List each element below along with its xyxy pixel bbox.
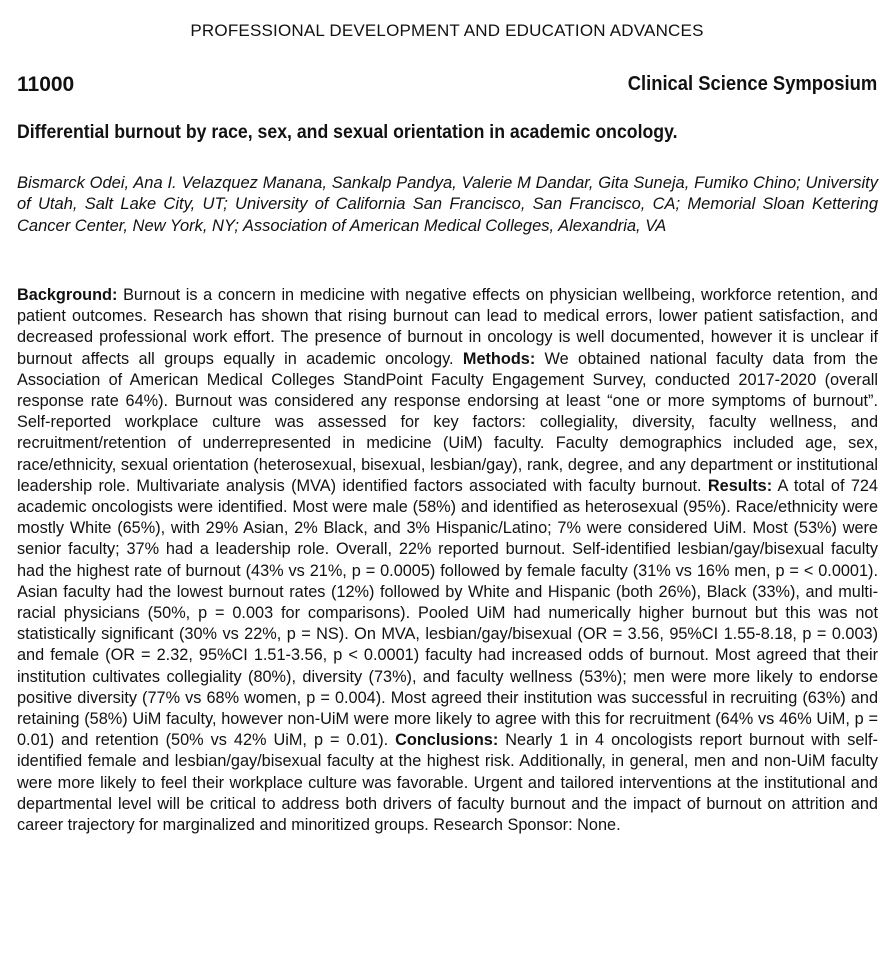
conclusions-text: Nearly 1 in 4 oncologists report burnout with self-identified female and lesbian/gay/bisexual faculty at the highest risk. Additionally, in general, men and non-UiM faculty were more likely to feel their workplace culture was favorable. Urgent and tailored interventions at the institutional and departmental level will be critical to address both drivers of faculty burnout and the impact of burnout on attrition and career trajectory for marginalized and minoritized groups. Research Sponsor: None.	[17, 731, 878, 835]
abstract-title: Differential burnout by race, sex, and sexual orientation in academic oncology.	[17, 122, 678, 143]
conclusions-label: Conclusions:	[395, 731, 499, 750]
methods-text: We obtained national faculty data from the Association of American Medical Colleges StandPoint Faculty Engagement Survey, conducted 2017-2020 (overall response rate 64%). Burnout was considered any response endorsing at least “one or more symptoms of burnout”. Self-reported workplace culture was assessed for key factors: collegiality, diversity, faculty wellness, and recruitment/retention of underrepresented in medicine (UiM) faculty. Faculty demographics included age, sex, race/ethnicity, sexual orientation (heterosexual, bisexual, lesbian/gay), rank, degree, and any department or institutional leadership role. Multivariate analysis (MVA) identified factors associated with faculty burnout.	[17, 349, 878, 495]
abstract-body	[17, 285, 878, 836]
methods-label: Methods:	[462, 349, 536, 368]
abstract-number: 11000	[17, 73, 75, 96]
results-text: A total of 724 academic oncologists were identified. Most were male (58%) and identified as heterosexual (95%). Race/ethnicity were mostly White (65%), with 29% Asian, 2% Black, and 3% Hispanic/Latino; 7% were considered UiM. Most (53%) were senior faculty; 37% had a leadership role. Overall, 22% reported burnout. Self-identified lesbian/gay/bisexual faculty had the highest rate of burnout (43% vs 21%, p = 0.0005) followed by female faculty (31% vs 16% men, p = < 0.0001). Asian faculty had the lowest burnout rates (12%) followed by White and Hispanic (both 26%), Black (33%), and multi-racial physicians (50%, p = 0.003 for comparisons). Pooled UiM had numerically higher burnout but this was not statistically significant (30% vs 22%, p = NS). On MVA, lesbian/gay/bisexual (OR = 3.56, 95%CI 1.55-8.18, p = 0.003) and female (OR = 2.32, 95%CI 1.51-3.56, p < 0.0001) faculty had increased odds of burnout. Most agreed that their institution cultivates collegiality (80%), diversity (73%), and faculty wellness (53%); men were more likely to endorse positive diversity (77% vs 68% women, p = 0.004). Most agreed their institution was successful in recruiting (63%) and retaining (58%) UiM faculty, however non-UiM were more likely to agree with this for recruitment (64% vs 46% UiM, p = 0.01) and retention (50% vs 42% UiM, p = 0.01).	[17, 476, 878, 750]
background-label: Background:	[17, 286, 118, 304]
results-label: Results:	[707, 476, 773, 495]
section-header: PROFESSIONAL DEVELOPMENT AND EDUCATION ADVANCES	[190, 21, 704, 40]
author-list: Bismarck Odei, Ana I. Velazquez Manana, Sankalp Pandya, Valerie M Dandar, Gita Suneja, Fumiko Chino; University of Utah, Salt Lake City, UT; University of California San Francisco, San Francisco, CA; Memorial Sloan Kettering Cancer Center, New York, NY; Association of American Medical Colleges, Alexandria, VA	[17, 174, 878, 235]
background-text: Burnout is a concern in medicine with negative effects on physician wellbeing, workforce retention, and patient outcomes. Research has shown that rising burnout can lead to medical errors, lower patient satisfaction, and decreased professional work effort. The presence of burnout in oncology is well documented, however it is unclear if burnout affects all groups equally in academic oncology.	[17, 286, 878, 368]
session-type: Clinical Science Symposium	[627, 73, 877, 95]
